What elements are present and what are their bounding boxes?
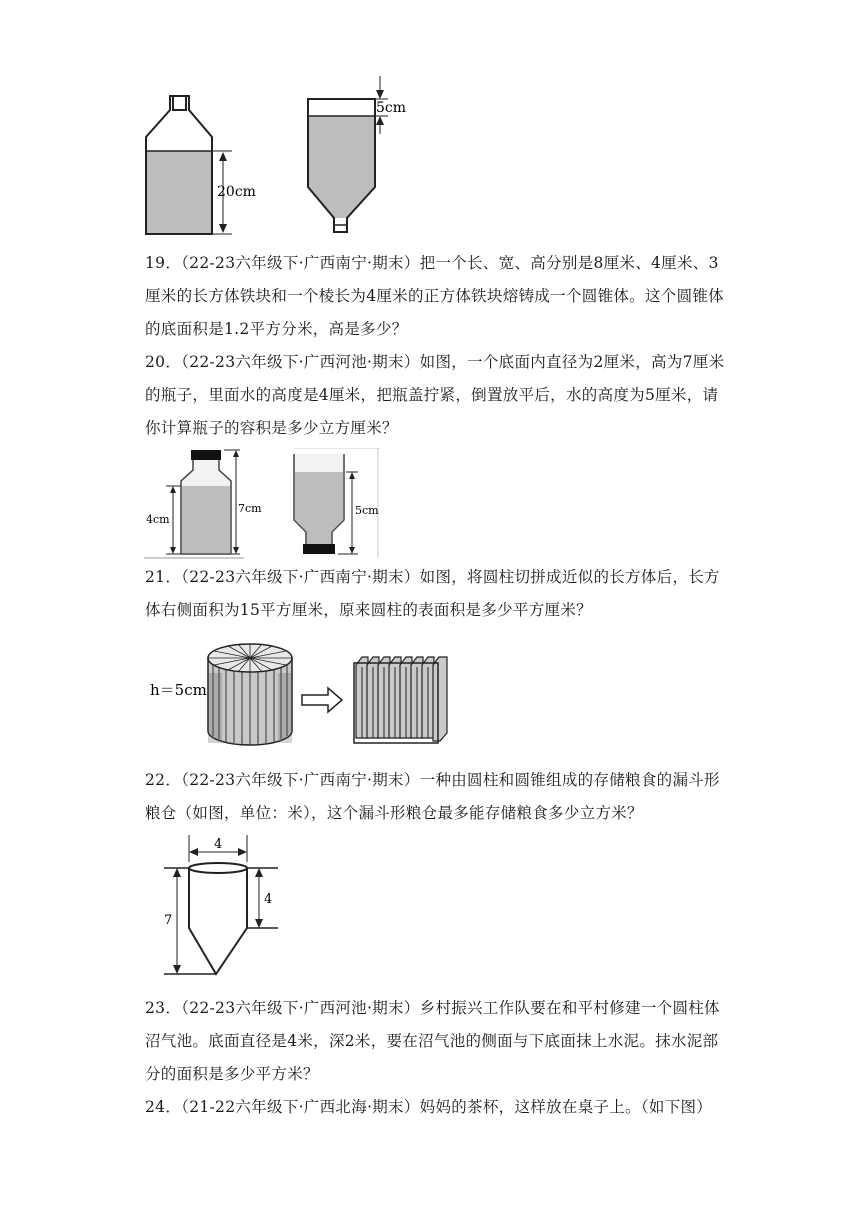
question-number: 22 [145,771,166,789]
left-bottle [146,96,212,234]
right-bottle [308,99,375,232]
question-source: （22-23六年级下·广西南宁·期末） [181,771,420,789]
label-left: 7 [164,913,173,928]
figure-bottles-20 [144,448,380,560]
question-source: （22-23六年级下·广西河池·期末） [181,999,420,1017]
label-5cm: 5cm [376,100,407,116]
question-source: （22-23六年级下·广西河池·期末） [181,353,420,371]
question-20: 20．（22-23六年级下·广西河池·期末）如图，一个底面内直径为2厘米，高为7厘米的瓶子，里面水的高度是4厘米，把瓶盖拧紧，倒置放平后，水的高度为5厘米，请你计算瓶子的容积是多少立方厘米？ [145,353,725,437]
question-19: 19．（22-23六年级下·广西南宁·期末）把一个长、宽、高分别是8厘米、4厘米、3厘米的长方体铁块和一个棱长为4厘米的正方体铁块熔铸成一个圆锥体。这个圆锥体的底面积是1.2平方分米，高是多少？ [145,254,724,338]
question-text: 一种由圆柱和圆锥组成的存储粮食的漏斗形粮仓（如图，单位：米），这个漏斗形粮仓最多能存储粮食多少立方米？ [145,771,720,822]
question-text: 如图，一个底面内直径为2厘米，高为7厘米的瓶子，里面水的高度是4厘米，把瓶盖拧紧，倒置放平后，水的高度为5厘米，请你计算瓶子的容积是多少立方厘米？ [145,353,725,437]
label-5cm-b: 5cm [355,504,379,517]
question-number: 21 [145,568,166,586]
label-top: 4 [214,837,223,852]
question-22: 22．（22-23六年级下·广西南宁·期末）一种由圆柱和圆锥组成的存储粮食的漏斗形粮仓（如图，单位：米），这个漏斗形粮仓最多能存储粮食多少立方米？ [145,771,720,822]
question-23: 23．（22-23六年级下·广西河池·期末）乡村振兴工作队要在和平村修建一个圆柱体沼气池。底面直径是4米，深2米，要在沼气池的侧面与下底面抹上水泥。抹水泥部分的面积是多少平方米？ [145,999,720,1083]
dim-top-4 [189,835,247,862]
label-right: 4 [264,892,273,907]
figure-bottles-18 [140,72,430,242]
figure-granary-22 [158,832,288,982]
question-source: （22-23六年级下·广西南宁·期末） [181,254,420,272]
question-number: 24 [145,1098,166,1116]
cylinder [208,644,292,745]
label-h: h＝5cm [150,681,207,699]
question-number: 19 [145,254,166,272]
cuboid [354,657,447,743]
label-7cm: 7cm [238,502,262,515]
dim-5cm [375,76,406,134]
question-24: 24．（21-22六年级下·广西北海·期末）妈妈的茶杯，这样放在桌子上。（如下图） [145,1098,713,1116]
question-source: （22-23六年级下·广西南宁·期末） [181,568,420,586]
question-21: 21．（22-23六年级下·广西南宁·期末）如图，将圆柱切拼成近似的长方体后，长方体右侧面积为15平方厘米，原来圆柱的表面积是多少平方厘米？ [145,568,720,619]
arrow-right-icon [302,688,342,712]
question-number: 23 [145,999,166,1017]
label-20cm: 20cm [217,184,256,200]
question-text: 妈妈的茶杯，这样放在桌子上。（如下图） [419,1098,713,1116]
label-4cm: 4cm [146,513,170,526]
question-number: 20 [145,353,166,371]
question-source: （21-22六年级下·广西北海·期末） [181,1098,420,1116]
dim-right-4 [247,868,278,928]
question-text: 如图，将圆柱切拼成近似的长方体后，长方体右侧面积为15平方厘米，原来圆柱的表面积是多少平方厘米？ [145,568,720,619]
question-text: 乡村振兴工作队要在和平村修建一个圆柱体沼气池。底面直径是4米，深2米，要在沼气池的侧面与下底面抹上水泥。抹水泥部分的面积是多少平方米？ [145,999,720,1083]
question-text: 把一个长、宽、高分别是8厘米、4厘米、3厘米的长方体铁块和一个棱长为4厘米的正方体铁块熔铸成一个圆锥体。这个圆锥体的底面积是1.2平方分米，高是多少？ [145,254,724,338]
dim-20cm [212,151,256,234]
granary [189,863,247,974]
figure-cylinder-21 [150,633,470,753]
